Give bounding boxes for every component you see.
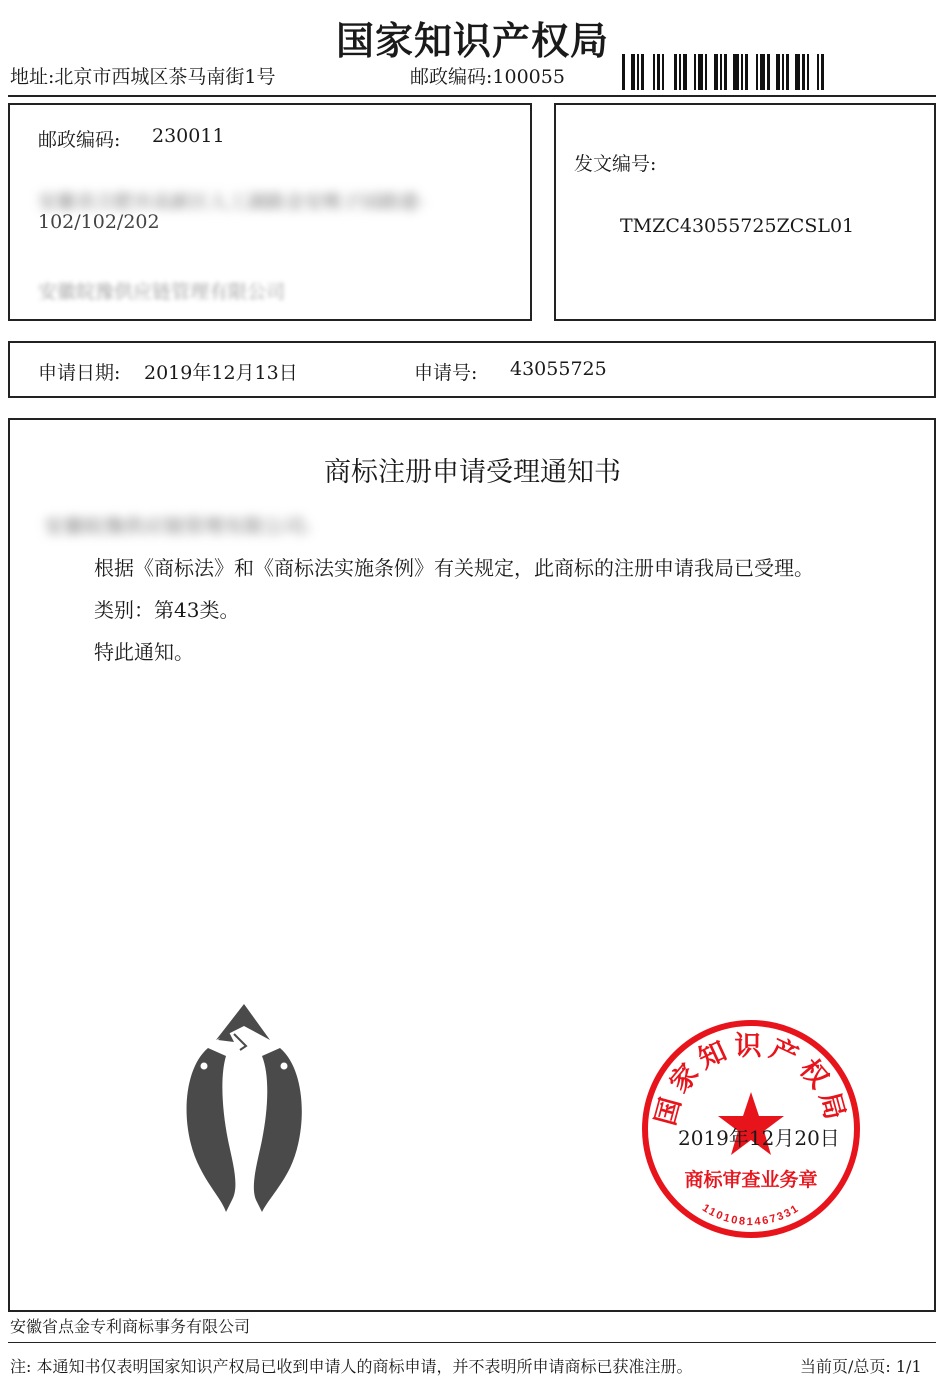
document-number-box xyxy=(554,103,936,321)
barcode-bar xyxy=(729,54,731,90)
barcode xyxy=(622,54,930,90)
barcode-bar xyxy=(641,54,644,90)
footer-note: 注: 本通知书仅表明国家知识产权局已收到申请人的商标申请，并不表明所申请商标已获准注册。 xyxy=(10,1357,693,1376)
barcode-bar xyxy=(786,54,789,90)
barcode-bar xyxy=(705,54,707,90)
barcode-bar xyxy=(662,54,664,90)
seal-ring-text: 国家知识产权局 xyxy=(650,1030,852,1129)
barcode-bar xyxy=(772,54,774,90)
barcode-bar xyxy=(657,54,660,90)
recipient-box xyxy=(8,103,532,321)
barcode-bar xyxy=(709,54,712,90)
seal-serial: 1101081467331 xyxy=(700,1202,802,1229)
barcode-bar xyxy=(720,54,722,90)
barcode-bar xyxy=(622,54,625,90)
trademark-logo xyxy=(182,1000,312,1215)
barcode-bar xyxy=(694,54,696,90)
barcode-bar xyxy=(714,54,718,90)
barcode-bar xyxy=(767,54,770,90)
barcode-bar xyxy=(791,54,793,90)
barcode-bar xyxy=(776,54,780,90)
barcode-bar xyxy=(698,54,703,90)
notice-class: 类别：第43类。 xyxy=(94,598,240,622)
barcode-bar xyxy=(782,54,784,90)
page-indicator: 当前页/总页: 1/1 xyxy=(800,1357,922,1376)
barcode-bar xyxy=(807,54,809,90)
office-title: 国家知识产权局 xyxy=(335,18,609,63)
application-date: 2019年12月13日 xyxy=(144,362,298,384)
barcode-bar xyxy=(795,54,800,90)
application-date-label: 申请日期: xyxy=(38,362,121,384)
recipient-address-line1: 安徽省合肥市高新区人工湖路金安桃子园路建- xyxy=(38,191,425,213)
footer-rule xyxy=(8,1342,936,1343)
barcode-bar xyxy=(733,54,739,90)
notice-closing: 特此通知。 xyxy=(94,640,194,664)
document-number-label: 发文编号: xyxy=(574,153,657,175)
notice-body: 根据《商标法》和《商标法实施条例》有关规定，此商标的注册申请我局已受理。 xyxy=(94,556,814,580)
barcode-bar xyxy=(741,54,743,90)
recipient-company: 安徽皖豫供应链管理有限公司 xyxy=(38,281,286,303)
recipient-address-line2: 102/102/202 xyxy=(38,211,160,233)
barcode-bar xyxy=(653,54,655,90)
application-box xyxy=(8,341,936,398)
agency-name: 安徽省点金专利商标事务有限公司 xyxy=(10,1317,251,1336)
barcode-bar xyxy=(666,54,672,90)
barcode-bar xyxy=(637,54,639,90)
document-number: TMZC43055725ZCSL01 xyxy=(620,215,855,237)
notice-title: 商标注册申请受理通知书 xyxy=(324,457,621,488)
application-number-label: 申请号: xyxy=(414,362,478,384)
application-number: 43055725 xyxy=(510,358,607,380)
office-postcode: 邮政编码:100055 xyxy=(410,66,565,88)
barcode-bar xyxy=(745,54,748,90)
office-address: 地址:北京市西城区茶马南街1号 xyxy=(10,66,276,88)
barcode-bar xyxy=(802,54,805,90)
barcode-bar xyxy=(811,54,815,90)
barcode-bar xyxy=(750,54,754,90)
barcode-bar xyxy=(627,54,629,90)
barcode-bar xyxy=(724,54,727,90)
barcode-bar xyxy=(760,54,765,90)
notice-date: 2019年12月20日 xyxy=(678,1126,840,1150)
barcode-bar xyxy=(679,54,681,90)
barcode-bar xyxy=(817,54,819,90)
barcode-bar xyxy=(756,54,758,90)
barcode-bar xyxy=(683,54,687,90)
recipient-postcode: 230011 xyxy=(152,125,225,147)
barcode-bar xyxy=(631,54,635,90)
header-rule xyxy=(8,95,936,97)
notice-addressee: 安徽皖豫供应链管理有限公司: xyxy=(44,514,311,538)
barcode-bar xyxy=(646,54,651,90)
recipient-postcode-label: 邮政编码: xyxy=(38,129,121,151)
barcode-bar xyxy=(821,54,824,90)
barcode-bar xyxy=(674,54,677,90)
barcode-bar xyxy=(689,54,692,90)
seal-center-text: 商标审查业务章 xyxy=(684,1170,818,1191)
